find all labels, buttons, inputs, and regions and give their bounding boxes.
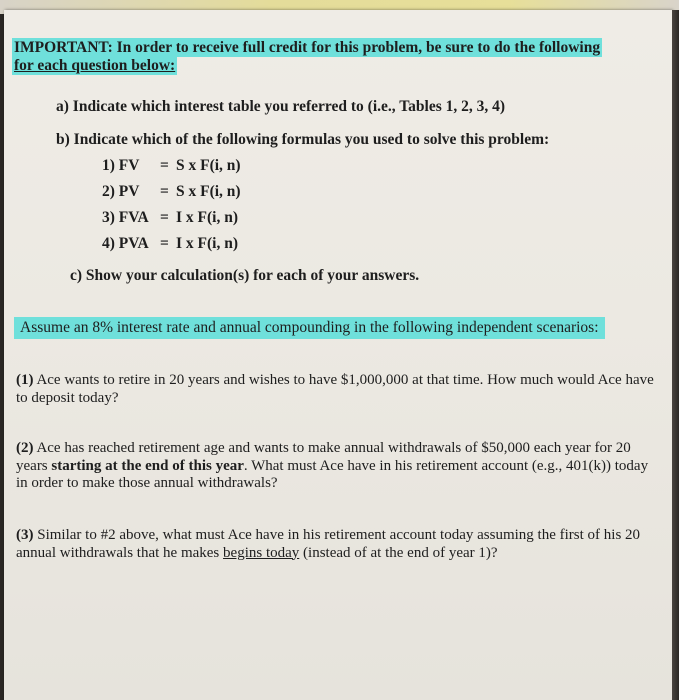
- important-note: [12, 39, 656, 75]
- formula-2-label: 2) PV: [102, 183, 140, 200]
- scenario-2-text-a: Ace has reached retirement age and wants to make annual withdrawals of $50,000 each year for 20 years: [16, 440, 631, 474]
- assumption-banner: Assume an 8% interest rate and annual compounding in the following independent scenarios:: [14, 317, 605, 339]
- formula-1-expression: S x F(i, n): [176, 157, 241, 174]
- scenario-2-label: (2): [16, 440, 34, 456]
- instruction-c: c) Show your calculation(s) for each of your answers.: [70, 267, 420, 284]
- formula-2-equals: =: [160, 183, 169, 200]
- formula-3-equals: =: [160, 209, 169, 226]
- scenario-3-text-a: Similar to #2 above, what must Ace have in his retirement account today assuming the first of his 20 annual withdrawals that he makes: [16, 527, 641, 561]
- formula-4-label: 4) PVA: [102, 235, 149, 252]
- formula-3: [102, 209, 238, 227]
- formula-2: [102, 183, 241, 201]
- formula-2-expression: S x F(i, n): [176, 183, 241, 200]
- formula-1-equals: =: [160, 157, 169, 174]
- scenario-2: [16, 440, 656, 493]
- scenario-3-text-b: (instead of at the end of year 1)?: [299, 544, 498, 561]
- scenario-1-label: (1): [16, 372, 34, 388]
- instruction-b: b) Indicate which of the following formulas you used to solve this problem:: [56, 131, 550, 148]
- scenario-3: [16, 527, 656, 562]
- scenario-2-emphasis: starting at the end of this year: [51, 457, 244, 474]
- important-line-2: for each question below:: [14, 57, 176, 74]
- formula-4-expression: I x F(i, n): [176, 235, 238, 252]
- scenario-3-label: (3): [16, 527, 34, 543]
- formula-3-expression: I x F(i, n): [176, 209, 238, 226]
- scenario-2-text-b: . What must Ace have in his retirement account (e.g., 401(k)) today in order to make those annual withdrawals?: [16, 457, 649, 491]
- formula-4: [102, 235, 238, 253]
- formula-1-label: 1) FV: [102, 157, 140, 174]
- formula-4-equals: =: [160, 235, 169, 252]
- instruction-a: a) Indicate which interest table you referred to (i.e., Tables 1, 2, 3, 4): [56, 98, 506, 115]
- scenario-3-underlined: begins today: [223, 544, 300, 561]
- important-line-1: IMPORTANT: In order to receive full credit for this problem, be sure to do the following: [14, 39, 601, 56]
- scenario-1: [16, 372, 656, 407]
- formula-1: [102, 157, 241, 175]
- formula-3-label: 3) FVA: [102, 209, 149, 226]
- sheet-shadow-edge: [672, 10, 679, 700]
- scenario-1-text: Ace wants to retire in 20 years and wishes to have $1,000,000 at that time. How much would Ace have to deposit today?: [16, 372, 654, 406]
